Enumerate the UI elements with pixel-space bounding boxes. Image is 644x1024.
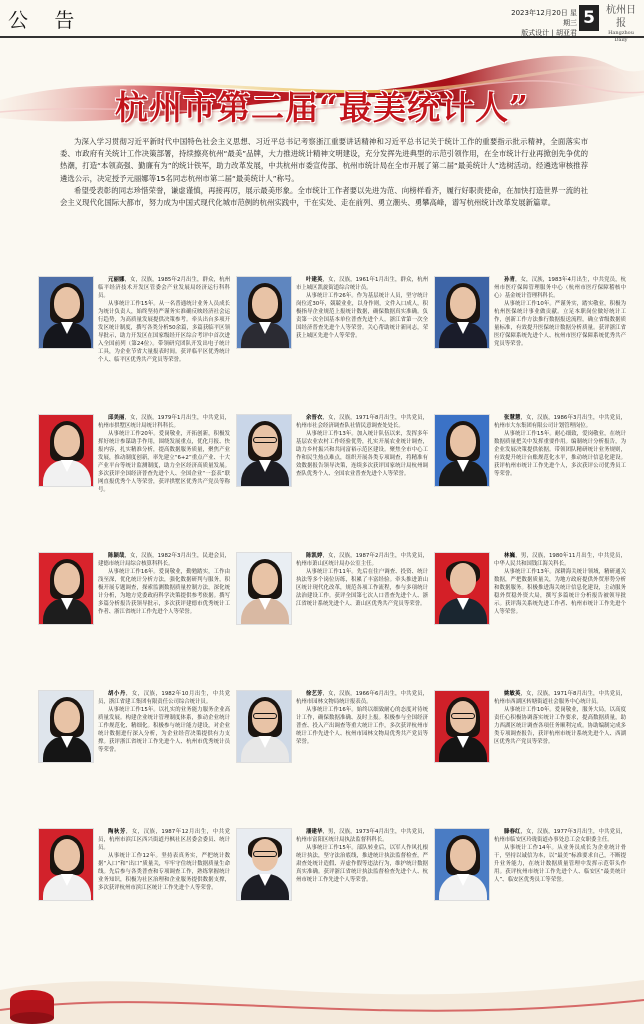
honoree-bio bbox=[494, 690, 626, 746]
honoree-name: 张慧慧 bbox=[504, 415, 521, 421]
honoree-card bbox=[36, 814, 228, 954]
honoree-intro: ，女，汉族，1987年2月出生，中共党员，杭州市萧山区统计局办公室主任。 bbox=[296, 553, 428, 568]
intro-paragraph: 希望受表彰的同志珍惜荣誉，谦虚谨慎，再接再厉，展示最美形象。全市统计工作者要以先进为范、向榜样看齐，履行好职责使命，在加快打造世界一流的社会主义现代化国际大都市，努力成为中国式现代化城市范例的杭州实践中，干在实处、走在前列、勇立潮头、勇攀高峰，谱写杭州统计改革发展新篇章。 bbox=[60, 185, 588, 208]
honoree-card bbox=[432, 814, 624, 954]
honoree-description: 从事统计工作11年。先后在住户调查、投资、统计执法等多个岗位历练，积累了丰富经验。牵头推进萧山区统计现代化改革，规范各项工作流程，参与多项统计法治建设工作。获评全国第七次人口普查先进个人、浙江省统计系统先进个人、萧山区优秀共产党员等荣誉。 bbox=[296, 569, 428, 608]
honoree-card bbox=[432, 676, 624, 816]
honoree-card bbox=[36, 400, 228, 540]
honoree-description: 从事统计工作10年。爱岗敬业，服务大局，以高度责任心积极协调落实统计工作要求，提高数据质量，助力西湖区统计调查各项任务顺利完成。协助编制完成多类专项调查报告，获评杭州市统计系统先进个人、西湖区优秀共产党员等荣誉。 bbox=[494, 707, 626, 746]
honoree-intro: ，男，汉族，1980年11月出生，中共党员，中华人民共和国钱江海关科长。 bbox=[494, 553, 626, 568]
glasses-icon bbox=[451, 713, 475, 719]
honoree-summary bbox=[494, 828, 626, 844]
honoree-name: 叶建英 bbox=[306, 277, 323, 283]
honoree-summary bbox=[494, 552, 626, 568]
honoree-description: 从事统计工作15年。以扎实的业务能力服务企业高质量发展。构建企业统计管理制度体系，推动企业统计工作规范化、精细化。积极参与统计能力建设，对企业统计数据进行深入分析，为企业经营决策提供有力支撑。获评浙江省统计工作先进个人、杭州市优秀统计员等荣誉。 bbox=[98, 707, 230, 754]
intro-paragraph: 为深入学习贯彻习近平新时代中国特色社会主义思想、习近平总书记考察浙江重要讲话精神和习近平总书记关于统计工作的重要指示批示精神，全面落实市委、市政府有关统计工作决策部署，持续擦亮杭州“最美”品牌，大力推进统计精神文明建设，充分发挥先进典型的示范引领作用，在全市统计行业再掀创先争优的热潮，打造“本领高强、勤廉有为”的统计铁军，助力改革发展，中共杭州市委宣传部、杭州市统计局在全市开展了第二届“最美统计人”选树活动。经遴选审核推荐遴选公示，决定授予元丽娜等15名同志杭州市第二届“最美统计人”称号。 bbox=[60, 137, 588, 183]
honoree-summary bbox=[494, 414, 626, 430]
paper-name: 杭州日报 bbox=[606, 5, 636, 29]
date-line: 2023年12月20日 星期三 bbox=[511, 9, 577, 27]
page-title: 杭州市第二届“最美统计人” bbox=[115, 88, 529, 127]
honoree-intro: ，男，汉族，1973年4月出生，中共党员，杭州市富阳区统计局执法监督科科长。 bbox=[296, 829, 428, 844]
portrait-photo bbox=[236, 828, 292, 901]
intro-text bbox=[60, 136, 588, 209]
honoree-grid bbox=[36, 262, 626, 952]
honoree-summary bbox=[296, 414, 428, 430]
honoree-name: 徐艺芳 bbox=[306, 691, 323, 697]
honoree-name: 林巍 bbox=[504, 553, 516, 559]
honoree-bio bbox=[98, 552, 230, 616]
issue-meta bbox=[505, 8, 577, 38]
portrait-photo bbox=[38, 414, 94, 487]
honoree-card bbox=[234, 538, 426, 678]
honoree-summary bbox=[98, 414, 230, 430]
honoree-summary bbox=[296, 276, 428, 292]
honoree-name: 元丽娜 bbox=[108, 277, 125, 283]
honoree-description: 从事统计工作10年。严谨务实，踏实敬业，积极为杭州医保统计事业做贡献。立足本职岗位做好统计工作，创新工作方法推行数据报送流程，确立省级数据质量标准，有效提升医保统计数据分析质量。获评浙江省医疗保障系统先进个人、杭州市医疗保障系统优秀共产党员等荣誉。 bbox=[494, 301, 626, 348]
portrait-photo bbox=[38, 552, 94, 625]
honoree-card bbox=[432, 262, 624, 402]
honoree-intro: ，女，汉族，1971年8月出生，中共党员，杭州市西湖区转塘街道社会服务中心统计员。 bbox=[494, 691, 626, 706]
honoree-bio bbox=[296, 276, 428, 340]
portrait-photo bbox=[38, 690, 94, 763]
honoree-summary bbox=[98, 690, 230, 706]
section-title: 公 告 bbox=[8, 8, 85, 32]
drum-icon bbox=[10, 990, 54, 1024]
footer-decoration bbox=[0, 960, 644, 1024]
honoree-bio bbox=[296, 828, 428, 884]
honoree-description: 从事统计工作15年。耐心细致，爱岗敬业，在统计数据质量把关中发挥重要作用。编制统计分析报告，为企业发展决策提供依据。带领团队精研统计业务规则，有效提升统计台账规范化水平，推动统计信息化建设。获评杭州市统计工作先进个人，多次获评公司优秀员工等荣誉。 bbox=[494, 431, 626, 478]
glasses-icon bbox=[253, 437, 277, 443]
honoree-name: 滕春红 bbox=[504, 829, 521, 835]
honoree-name: 陈颖哉 bbox=[108, 553, 125, 559]
honoree-card bbox=[234, 400, 426, 540]
honoree-card bbox=[234, 676, 426, 816]
portrait-photo bbox=[434, 552, 490, 625]
honoree-bio bbox=[98, 414, 230, 494]
portrait-photo bbox=[236, 690, 292, 763]
honoree-summary bbox=[98, 276, 230, 300]
honoree-intro: ，女，汉族，1986年3月出生，中共党员，杭州市大东集团有限公司计划管理岗位。 bbox=[494, 415, 626, 430]
honoree-summary bbox=[98, 828, 230, 852]
honoree-intro: ，女，汉族，1982年3月出生，民进会员，建德市统计局综合核算科科长。 bbox=[98, 553, 230, 568]
honoree-name: 邱美丽 bbox=[108, 415, 125, 421]
honoree-bio bbox=[98, 276, 230, 365]
honoree-summary bbox=[296, 828, 428, 844]
portrait-photo bbox=[434, 690, 490, 763]
honoree-description: 从事统计工作16年。始终以细致耐心的态度对待统计工作，确保数据准确、及时上报。积极参与全国经济普查、投入产出调查等重大统计工作，多次获评杭州市统计工作先进个人、杭州市园林文物局优秀共产党员等荣誉。 bbox=[296, 707, 428, 746]
honoree-summary bbox=[296, 690, 428, 706]
honoree-description: 从事统计工作14年。从业务员成长为企业统计骨干，坚持以诚信为本，以“最美”标准要求自己，不断提升业务能力，在统计数据质量管理中发挥示范带头作用。获评杭州市统计工作先进个人、临安区“最美统计人”、临安区优秀员工等荣誉。 bbox=[494, 845, 626, 884]
honoree-card bbox=[36, 538, 228, 678]
honoree-bio bbox=[296, 552, 428, 608]
honoree-intro: ，女，汉族，1987年12月出生，中共党员，杭州市滨江区西兴街道丹枫社区居委会委员、统计员。 bbox=[98, 829, 230, 852]
portrait-photo bbox=[434, 414, 490, 487]
glasses-icon bbox=[253, 713, 277, 719]
portrait-photo bbox=[236, 276, 292, 349]
honoree-name: 孙青 bbox=[504, 277, 516, 283]
honoree-description: 从事统计工作15年。从一名普通统计业务人员成长为统计负责人，始终坚持严谨务实准确反映经济社会运行趋势，为高质量发展提供决策参考。牵头出台多项开发区统计制度，撰写各类分析50余篇，多篇获临平区领导批示，助力开发区在国家级经开区综合考评中首次进入全国前列（第24位）。带领研究团队开发出电子统计工具，为企业节省大量报表时间。获评临平区优秀统计个人、临平区优秀共产党员等荣誉。 bbox=[98, 301, 230, 364]
honoree-intro: ，女，汉族，1966年6月出生，中共党员，杭州市园林文物局统计报表员。 bbox=[296, 691, 428, 706]
honoree-intro: ，女，汉族，1979年1月出生，中共党员，杭州市拱墅区统计局统计科科长。 bbox=[98, 415, 230, 430]
honoree-intro: ，女，汉族，1971年8月出生，中共党员，杭州市社会经济调查队社情民意调查处处长。 bbox=[296, 415, 428, 430]
honoree-summary bbox=[98, 552, 230, 568]
portrait-photo bbox=[38, 828, 94, 901]
honoree-summary bbox=[494, 276, 626, 300]
glasses-icon bbox=[253, 851, 277, 857]
honoree-intro: ，女，汉族，1982年10月出生，中共党员，浙江省建工集团有限责任公司综合统计员。 bbox=[98, 691, 230, 706]
honoree-bio bbox=[494, 414, 626, 478]
honoree-intro: ，女，汉族，1961年1月出生，群众，杭州市上城区凯旋街道综合统计员。 bbox=[296, 277, 428, 292]
honoree-description: 从事统计工作15年。部队转业后，以军人作风扎根统计执法，坚守法治底线，推进统计执法监督检查，严肃查处统计造假、弄虚作假等违法行为，维护统计数据真实准确。获评浙江省统计执法监督检查先进个人、杭州市统计工作先进个人等荣誉。 bbox=[296, 845, 428, 884]
portrait-photo bbox=[434, 276, 490, 349]
honoree-bio bbox=[98, 828, 230, 892]
honoree-name: 陶秋芳 bbox=[108, 829, 126, 835]
portrait-photo bbox=[434, 828, 490, 901]
honoree-name: 余晋衣 bbox=[306, 415, 323, 421]
honoree-card bbox=[234, 262, 426, 402]
honoree-card bbox=[432, 538, 624, 678]
honoree-name: 陈凯婷 bbox=[306, 553, 323, 559]
honoree-description: 从事统计工作13年。深耕海关统计领域，精研通关数据，严把数据质量关，为地方政府提供外贸形势分析和数据服务。积极推进海关统计信息化建设，主动服务稳外贸稳外资大局，撰写多篇统计分析报告被领导批示。获评海关系统先进工作者、杭州市统计工作先进个人等荣誉。 bbox=[494, 569, 626, 616]
honoree-bio bbox=[296, 690, 428, 746]
honoree-bio bbox=[98, 690, 230, 754]
honoree-bio bbox=[296, 414, 428, 478]
honoree-bio bbox=[494, 828, 626, 884]
honoree-name: 潘建华 bbox=[306, 829, 323, 835]
portrait-photo bbox=[236, 414, 292, 487]
honoree-bio bbox=[494, 276, 626, 348]
honoree-name: 胡小丹 bbox=[108, 691, 126, 697]
honoree-bio bbox=[494, 552, 626, 616]
honoree-intro: ，女，汉族，1985年2月出生，群众，杭州临平经济技术开发区管委会产业发展局经济运行科科员。 bbox=[98, 277, 230, 300]
honoree-description: 从事统计工作16年。爱岗敬业，勤勉踏实，工作由浅至深，优化统计分析方法，强化数据研判与服务，积极开展专题调查，探索监测数据质量控制方法，深化统计分析，为地方党委政府科学决策提供参考依据。撰写多篇分析报告获领导批示，多次获评建德市优秀统计工作者、浙江省统计工作先进个人等荣誉。 bbox=[98, 569, 230, 616]
honoree-intro: ，女，汉族，1977年3月出生，中共党员，杭州市临安区玲珑街道办事处总工会女职委主任。 bbox=[494, 829, 626, 844]
portrait-photo bbox=[236, 552, 292, 625]
honoree-card bbox=[432, 400, 624, 540]
honoree-card bbox=[36, 262, 228, 402]
honoree-name: 姚敏英 bbox=[504, 691, 521, 697]
honoree-card bbox=[36, 676, 228, 816]
honoree-description: 从事统计工作12年。坚持表真务实，严把统计数据“入口”和“出口”质量关，牢牢守住统计数据质量生命线。先后参与各类普查和专项调查工作，熟练掌握统计业务知识，积极为社区治理和企业服务提供数据支撑，多次获评杭州市滨江区统计工作先进个人等荣誉。 bbox=[98, 853, 230, 892]
honoree-intro: ，女，汉族，1983年4月出生，中共党员，杭州市医疗保障管理服务中心（杭州市医疗保障稽核中心）基金统计管理科科长。 bbox=[494, 277, 626, 300]
honoree-description: 从事统计工作20年。爱岗敬业，开拓创新，积极发挥好统计参谋助手作用，围绕发展重点，优化月报、快报内容，扎实精准分析，提高数据服务质量，聚焦产业发展，推动制度创新，率先建立“6+2”重点产业、十大产业平台等统计监测制度，助力全区经济高质量发展。多次获评全国经济普查先进个人、全国企业“一套表”联网直报优秀个人等荣誉，获评拱墅区优秀共产党员等称号。 bbox=[98, 431, 230, 494]
honoree-description: 从事统计工作26年。作为基层统计人员，坚守统计岗位近30年，兢兢业业，以身作则，文件入口成人，积极指导企业规范上报统计数据，确保数据真实准确。负责第一次全国基本单位普查先进个人，浙江省第一次全国经济普查先进个人等荣誉。关心帮助统计新同志，荣获上城区先进个人等荣誉。 bbox=[296, 293, 428, 340]
portrait-photo bbox=[38, 276, 94, 349]
paper-logo bbox=[602, 4, 640, 44]
honoree-card bbox=[234, 814, 426, 954]
editor-line: 版式设计 | 胡亚君 bbox=[521, 29, 577, 37]
honoree-description: 从事统计工作13年。加入统计队伍以来，发挥多年基层农业农村工作经验优势，扎实开展农业统计调查，助力乡村振兴和共同富裕示范区建设。聚焦全市中心工作和民生热点难点，组织开展各类专项调查，将精准有效数据报告领导决策，连续多次获评国家统计局杭州调查队优秀个人、全国农业普查先进个人等荣誉。 bbox=[296, 431, 428, 478]
honoree-summary bbox=[494, 690, 626, 706]
paper-name-en: Hangzhou Daily bbox=[608, 30, 634, 43]
honoree-summary bbox=[296, 552, 428, 568]
page-number: 5 bbox=[579, 5, 599, 31]
newspaper-header bbox=[0, 0, 644, 43]
